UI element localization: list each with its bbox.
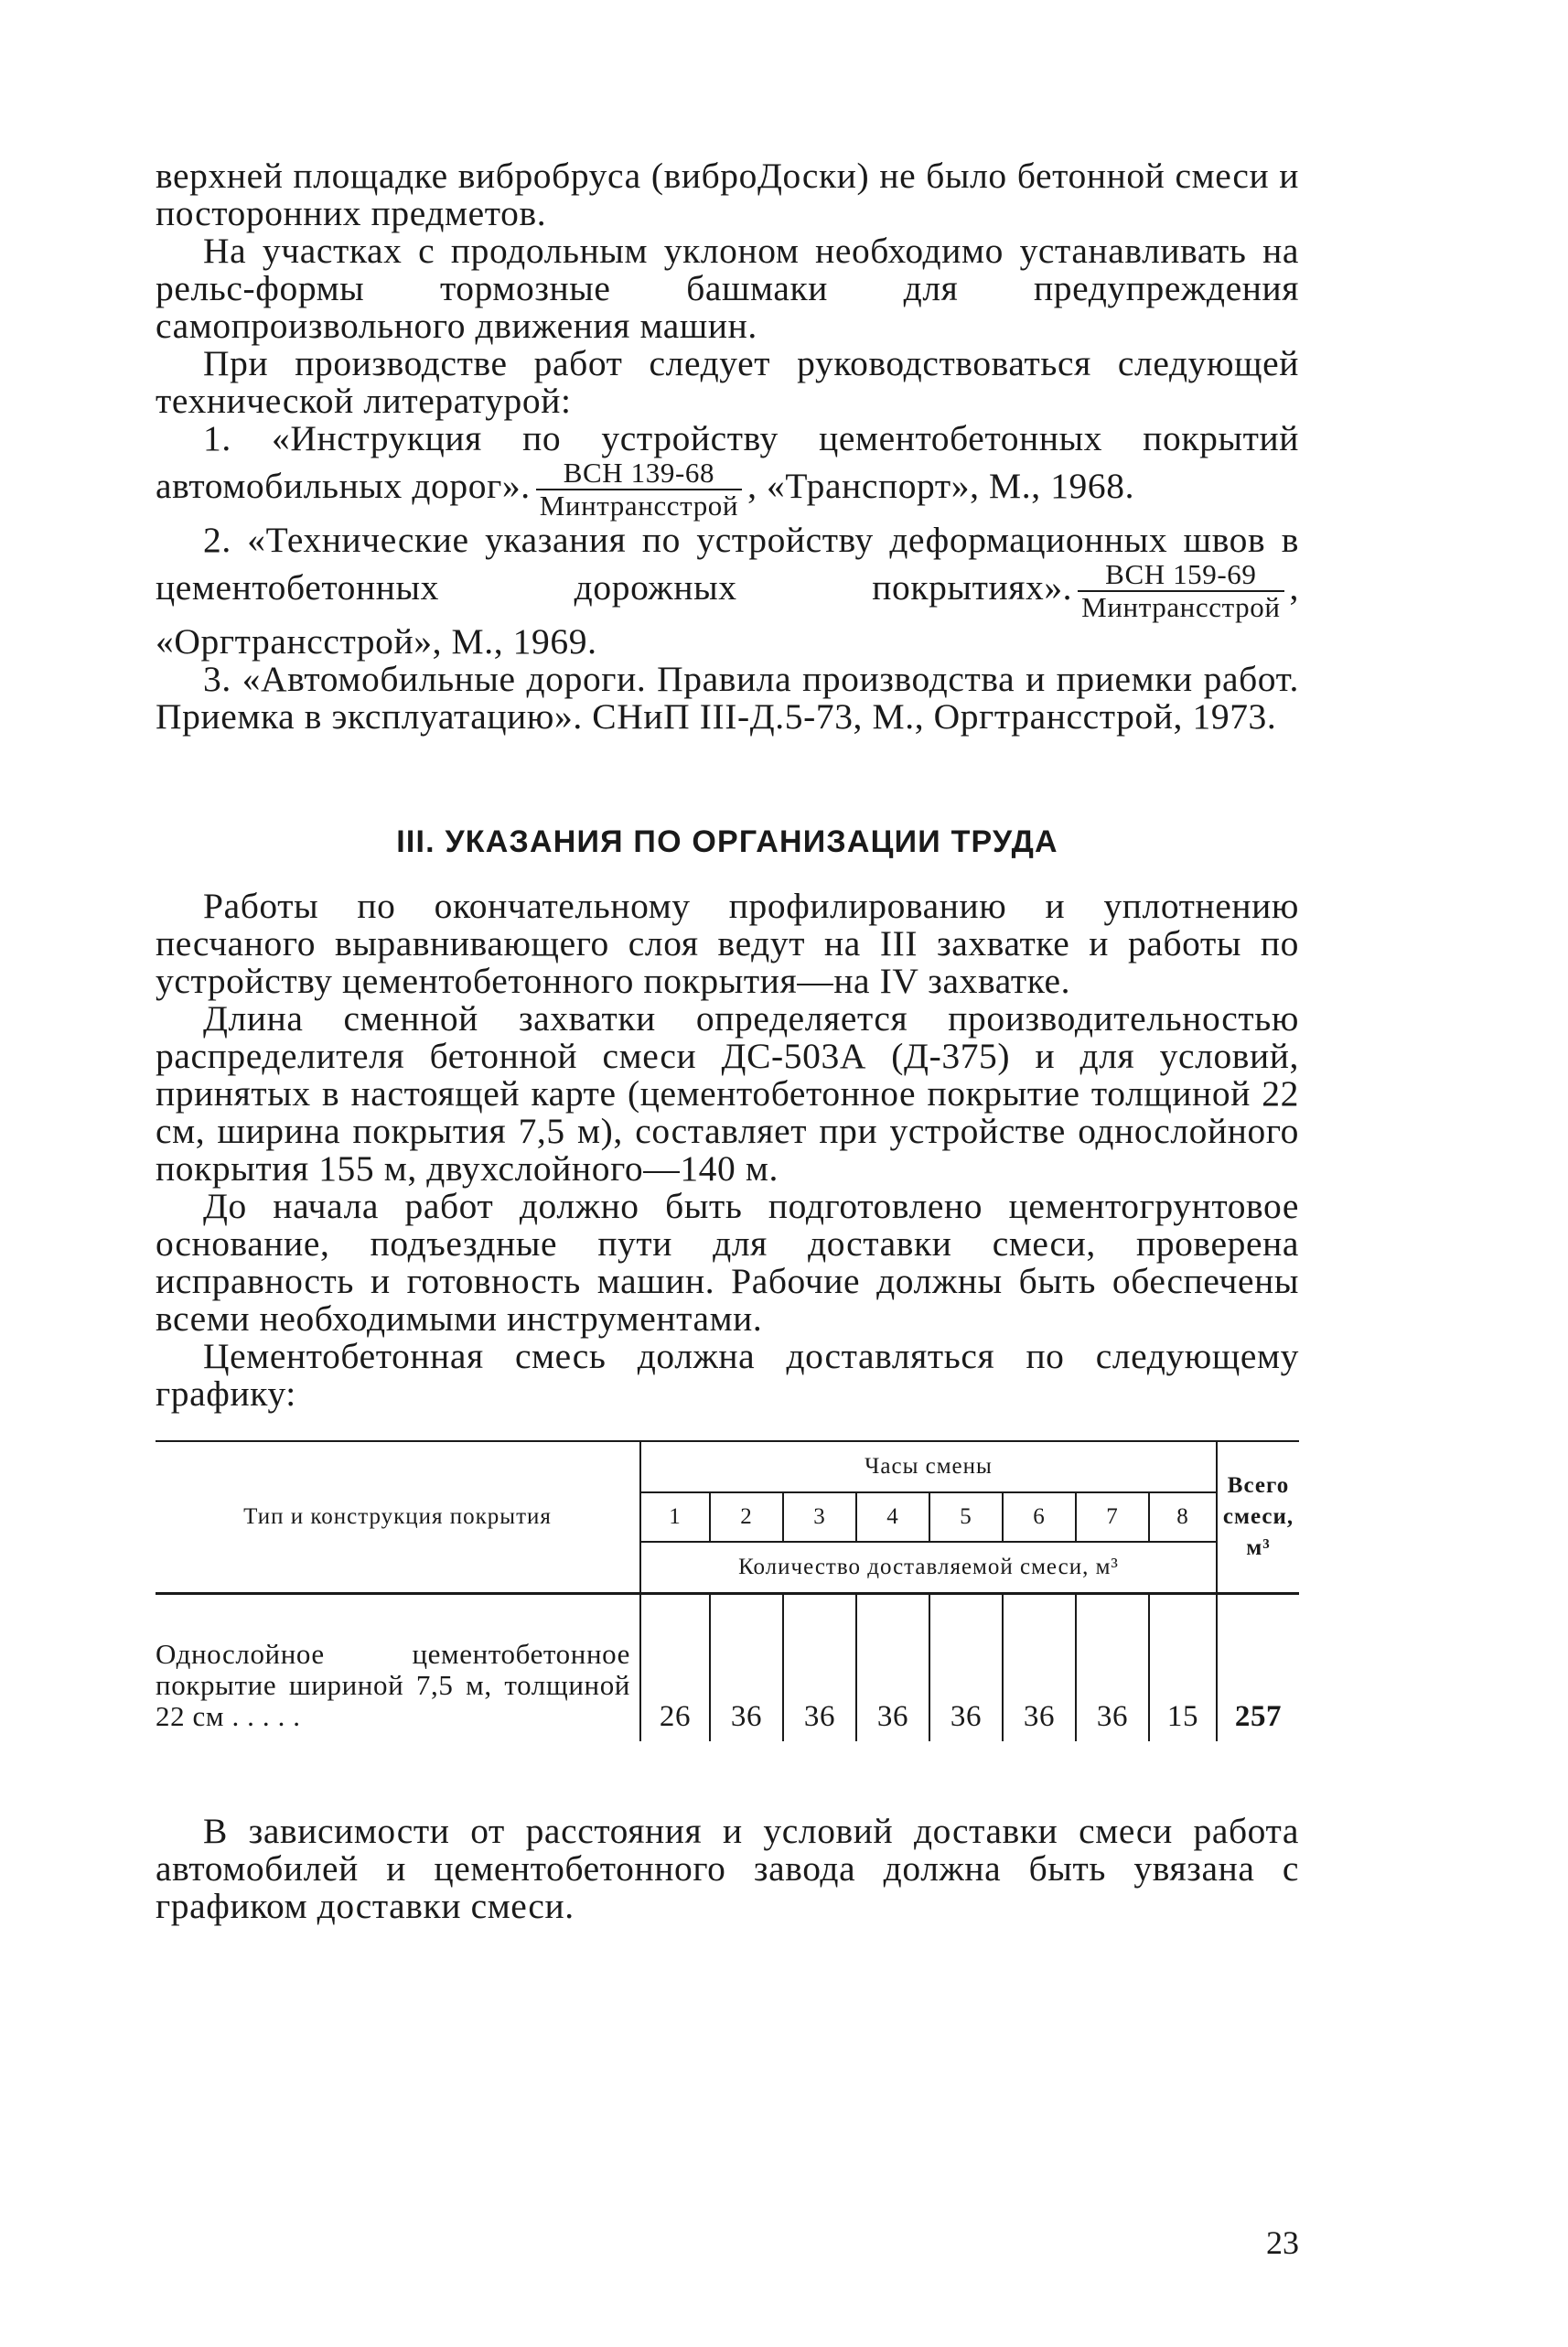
table-row	[156, 1594, 1299, 1742]
hour-6: 6	[1003, 1492, 1076, 1542]
paragraph-1: верхней площадке вибробруса (виброДоски) не было бетонной смеси и посторонних предметов.	[156, 156, 1299, 233]
row-value-2: 36	[710, 1594, 783, 1742]
reference-2-publisher: Минтрансстрой	[1081, 591, 1281, 623]
reference-1-fraction	[536, 458, 742, 522]
reference-2-tail: , «Оргтрансстрой», М., 1969.	[156, 567, 1299, 662]
reference-1	[156, 420, 1299, 522]
row-value-6: 36	[1003, 1594, 1076, 1742]
hour-8: 8	[1149, 1492, 1217, 1542]
paragraph-4: Работы по окончательному профилированию и уплотнению песчаного выравнивающего слоя ведут на III захватке и работы по устройству цементобетонного покрытия—на IV захватке.	[156, 886, 1299, 1001]
paragraph-2: На участках с продольным уклоном необходимо устанавливать на рельс-формы тормозные башмаки для предупреждения самопроизвольного движения машин.	[156, 231, 1299, 346]
hour-3: 3	[783, 1492, 856, 1542]
document-page	[156, 157, 1299, 1925]
hour-1: 1	[640, 1492, 710, 1542]
reference-1-publisher: Минтрансстрой	[539, 490, 739, 522]
header-quantity: Количество доставляемой смеси, м³	[640, 1542, 1217, 1594]
header-hours: Часы смены	[640, 1441, 1217, 1492]
hour-4: 4	[856, 1492, 929, 1542]
hour-7: 7	[1076, 1492, 1149, 1542]
row-value-7: 36	[1076, 1594, 1149, 1742]
reference-1-code: ВСН 139-68	[536, 458, 742, 490]
page-number: 23	[1266, 2224, 1299, 2261]
paragraph-5: Длина сменной захватки определяется производительностью распределителя бетонной смеси ДС-503А (Д-375) и для условий, принятых в настоящей карте (цементобетонное покрытие толщиной 22 см, ширина покрытия 7,5 м), составляет при устройстве однослойного покрытия 155 м, двухслойного—140 м.	[156, 998, 1299, 1189]
hour-2: 2	[710, 1492, 783, 1542]
row-total: 257	[1217, 1594, 1299, 1742]
reference-2-text: 2. «Технические указания по устройству деформационных швов в цементобетонных дорожных покрытиях».	[156, 520, 1299, 608]
reference-2-code: ВСН 159-69	[1078, 559, 1283, 592]
paragraph-3: При производстве работ следует руководствоваться следующей технической литературой:	[156, 343, 1299, 421]
hour-5: 5	[929, 1492, 1003, 1542]
header-total: Всего смеси, м³	[1217, 1441, 1299, 1594]
row-value-8: 15	[1149, 1594, 1217, 1742]
reference-1-text: 1. «Инструкция по устройству цементобетонных покрытий автомобильных дорог».	[156, 418, 1299, 507]
paragraph-7: Цементобетонная смесь должна доставляться по следующему графику:	[156, 1336, 1299, 1414]
row-value-3: 36	[783, 1594, 856, 1742]
reference-2-fraction	[1078, 559, 1283, 623]
row-value-4: 36	[856, 1594, 929, 1742]
section-title: III. УКАЗАНИЯ ПО ОРГАНИЗАЦИИ ТРУДА	[396, 824, 1058, 859]
row-value-5: 36	[929, 1594, 1003, 1742]
paragraph-8: В зависимости от расстояния и условий доставки смеси работа автомобилей и цементобетонного завода должна быть увязана с графиком доставки смеси.	[156, 1811, 1299, 1926]
reference-3: 3. «Автомобильные дороги. Правила производства и приемки работ. Приемка в эксплуатацию». СНиП III-Д.5-73, М., Оргтрансстрой, 1973.	[156, 659, 1299, 737]
row-value-1: 26	[640, 1594, 710, 1742]
row-type: Однослойное цементобетонное покрытие шириной 7,5 м, толщиной 22 см . . . . .	[156, 1638, 630, 1732]
paragraph-6: До начала работ должно быть подготовлено цементогрунтовое основание, подъездные пути для доставки смеси, проверена исправность и готовность машин. Рабочие должны быть обеспечены всеми необходимыми инструментами.	[156, 1186, 1299, 1339]
delivery-schedule-table	[156, 1440, 1299, 1741]
reference-1-tail: , «Транспорт», М., 1968.	[747, 466, 1135, 507]
reference-2	[156, 522, 1299, 661]
header-type: Тип и конструкция покрытия	[156, 1441, 640, 1594]
